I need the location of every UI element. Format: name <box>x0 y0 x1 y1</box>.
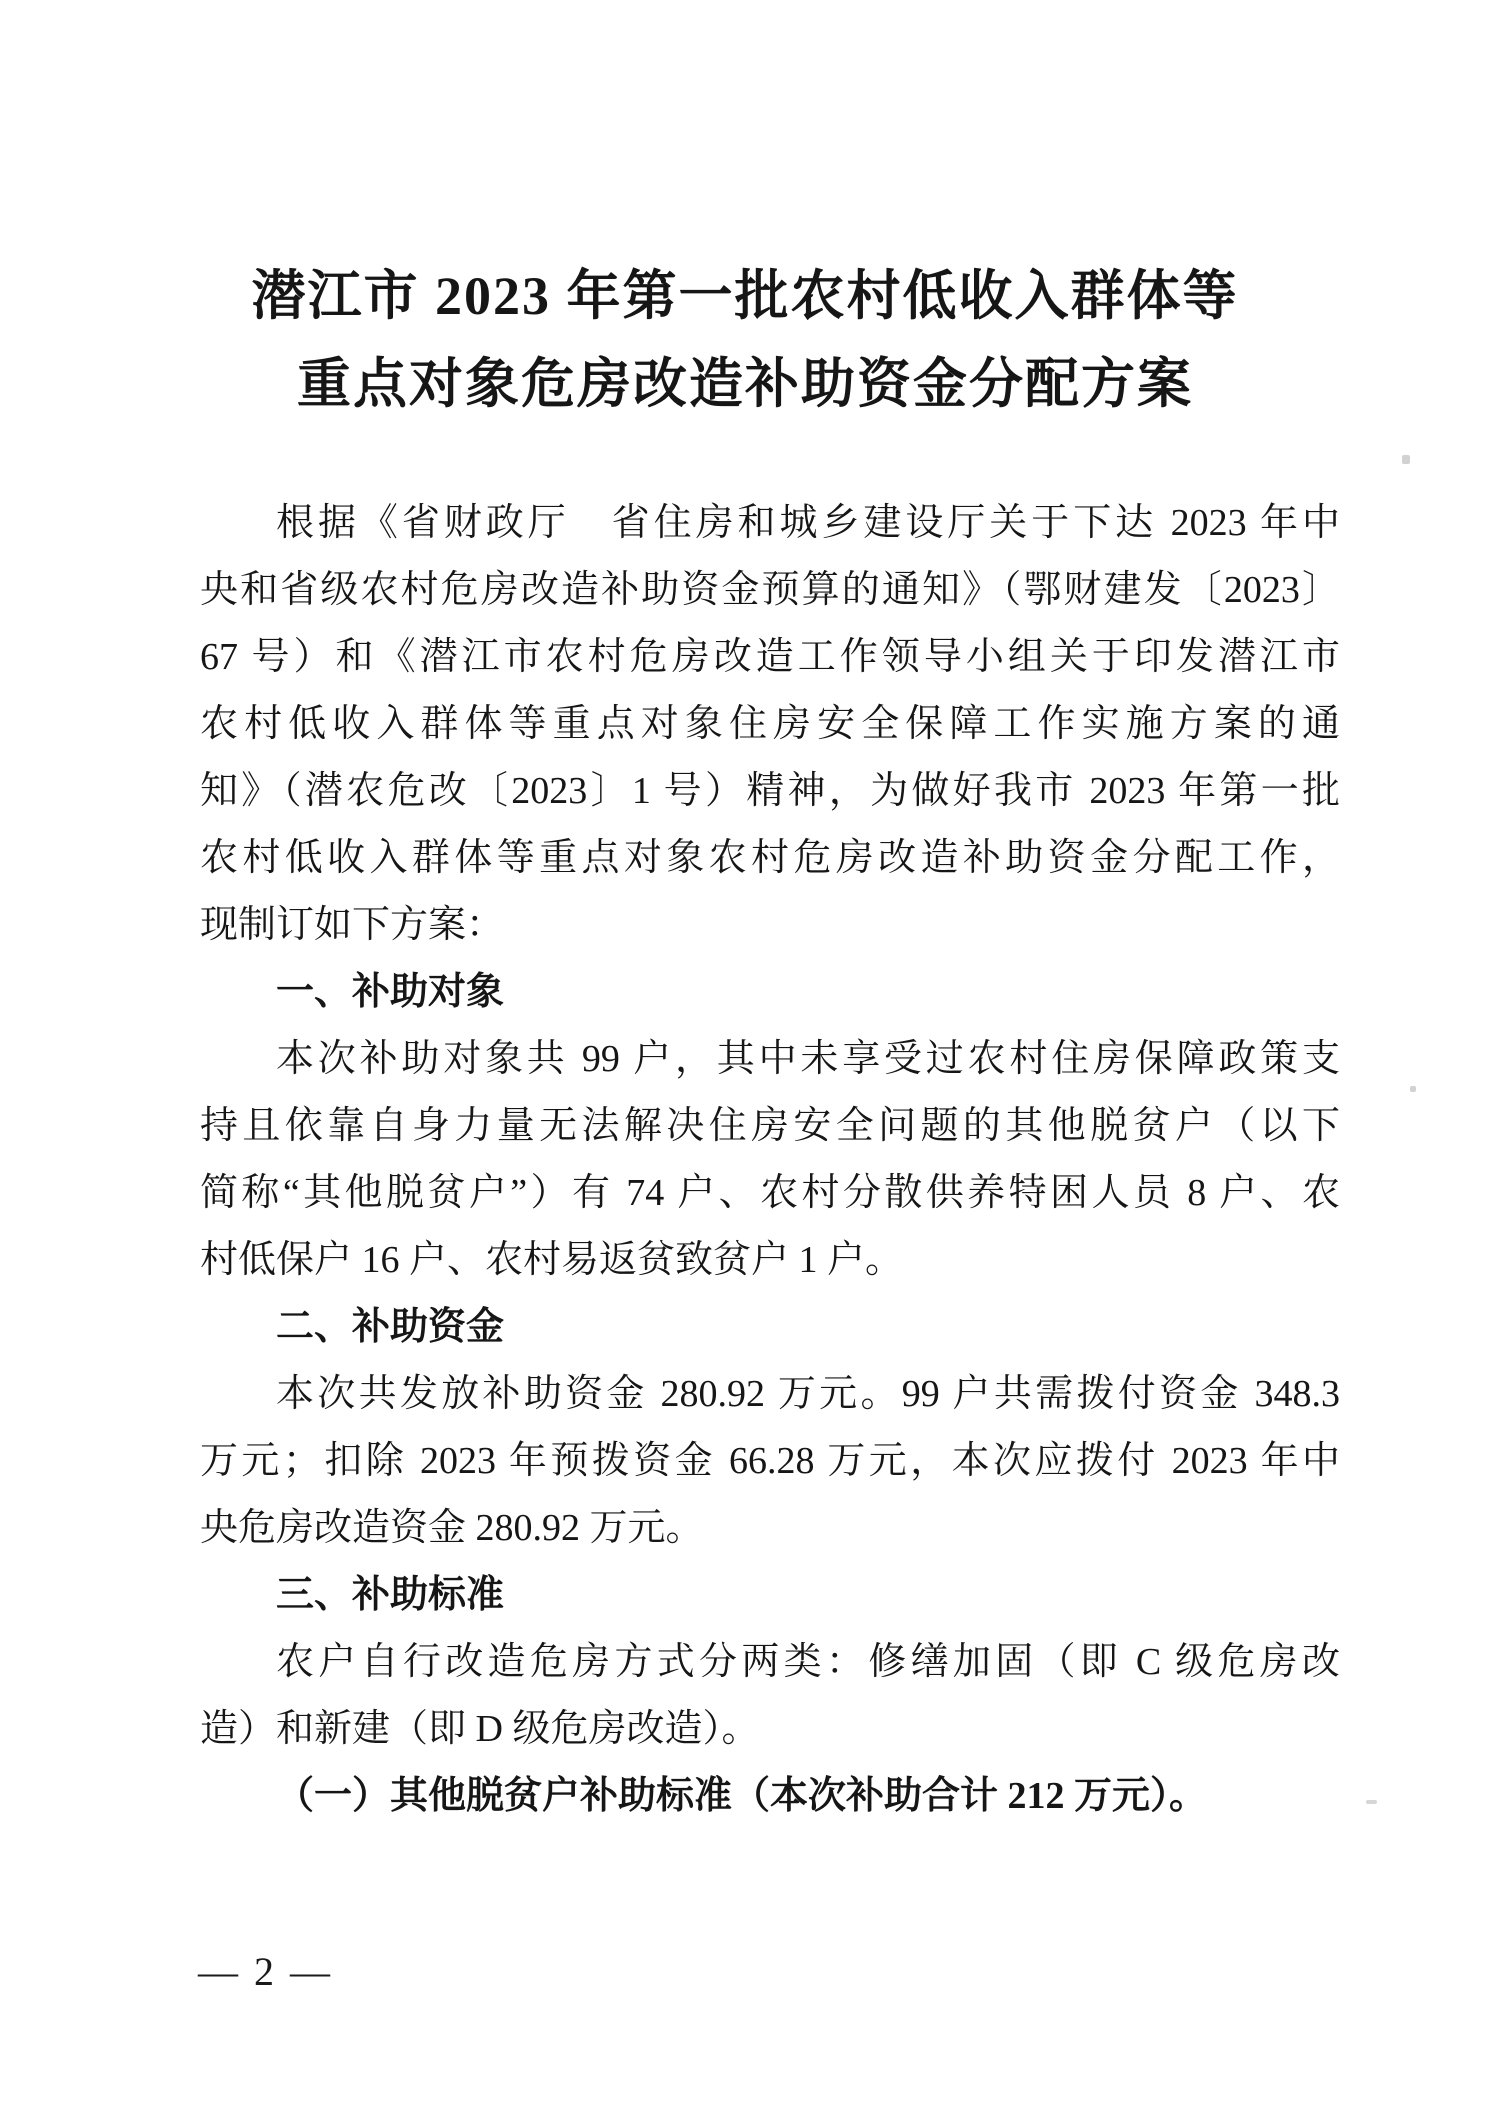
paragraph-2-line: 本次补助对象共 99 户，其中未享受过农村住房保障政策支 <box>276 1038 1340 1080</box>
paragraph-1-line: 央和省级农村危房改造补助资金预算的通知》（鄂财建发〔2023〕 <box>200 569 1340 611</box>
document-body <box>200 490 1340 1830</box>
paragraph-1-line: 根据《省财政厅 省住房和城乡建设厅关于下达 2023 年中 <box>276 502 1340 544</box>
section-heading-3: 三、补助标准 <box>276 1574 505 1616</box>
document-title <box>140 252 1350 428</box>
paragraph-2-line: 村低保户 16 户、农村易返贫致贫户 1 户。 <box>200 1239 904 1281</box>
paragraph-2-line: 持且依靠自身力量无法解决住房安全问题的其他脱贫户（以下 <box>200 1105 1340 1147</box>
title-line-2: 重点对象危房改造补助资金分配方案 <box>297 354 1193 414</box>
paragraph-1-line: 现制订如下方案： <box>200 904 505 946</box>
scan-speckle <box>1410 1086 1416 1092</box>
sub-item-heading: （一）其他脱贫户补助标准（本次补助合计 212 万元）。 <box>276 1775 1208 1817</box>
paragraph-1-line: 知》（潜农危改〔2023〕1 号）精神，为做好我市 2023 年第一批 <box>200 770 1340 812</box>
paragraph-3-line: 万元；扣除 2023 年预拨资金 66.28 万元，本次应拨付 2023 年中 <box>200 1440 1340 1482</box>
paragraph-2-line: 简称“其他脱贫户”）有 74 户、农村分散供养特困人员 8 户、农 <box>200 1172 1340 1214</box>
paragraph-1-line: 农村低收入群体等重点对象住房安全保障工作实施方案的通 <box>200 703 1340 745</box>
page-number: — 2 — <box>198 1949 333 1994</box>
section-heading-2: 二、补助资金 <box>276 1306 505 1348</box>
paragraph-1-line: 农村低收入群体等重点对象农村危房改造补助资金分配工作， <box>200 837 1340 879</box>
title-line-1: 潜江市 2023 年第一批农村低收入群体等 <box>251 266 1239 326</box>
scan-speckle <box>1366 1800 1377 1804</box>
paragraph-4-line: 农户自行改造危房方式分两类：修缮加固（即 C 级危房改 <box>276 1641 1340 1683</box>
paragraph-1-line: 67 号）和《潜江市农村危房改造工作领导小组关于印发潜江市 <box>200 636 1340 678</box>
paragraph-3-line: 央危房改造资金 280.92 万元。 <box>200 1507 704 1549</box>
scan-speckle <box>1402 455 1410 464</box>
paragraph-3-line: 本次共发放补助资金 280.92 万元。99 户共需拨付资金 348.3 <box>276 1373 1340 1415</box>
paragraph-4-line: 造）和新建（即 D 级危房改造）。 <box>200 1708 760 1750</box>
section-heading-1: 一、补助对象 <box>276 971 505 1013</box>
